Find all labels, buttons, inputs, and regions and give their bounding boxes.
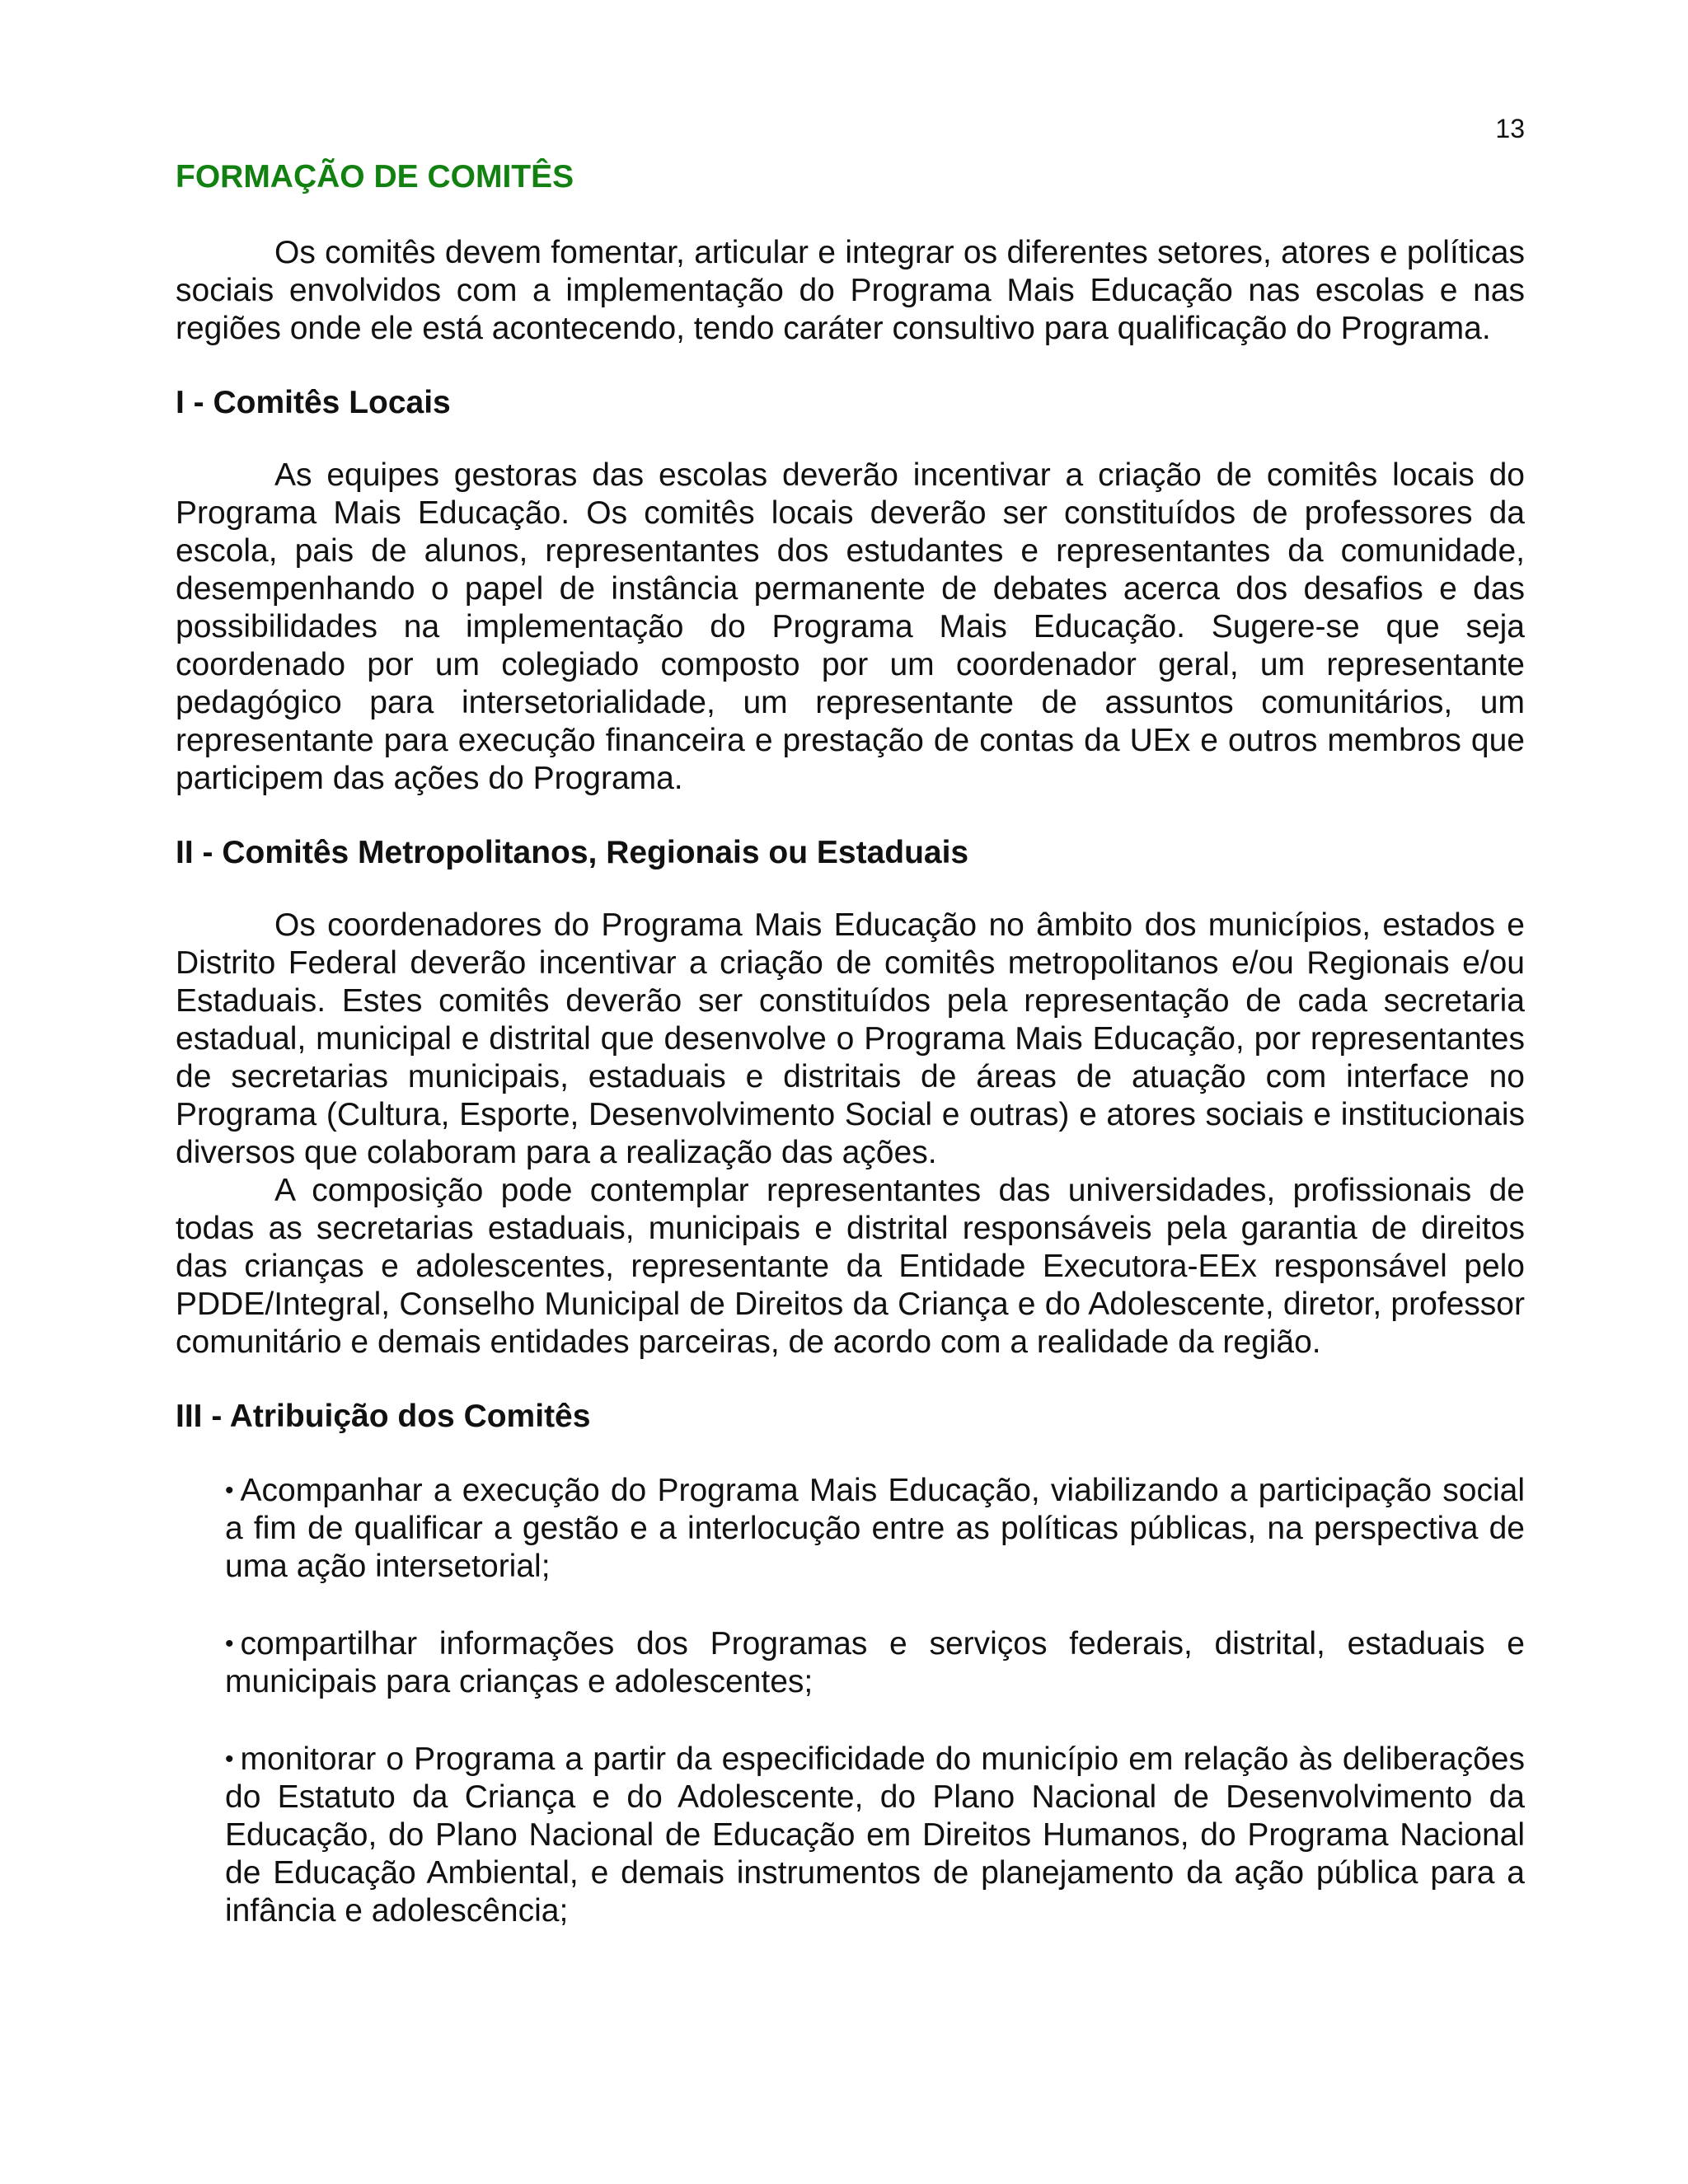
- local-committees-paragraph: As equipes gestoras das escolas deverão incentivar a criação de comitês locais do Programa Mais Educação. Os comitês locais deverão ser constituídos de professores da escola, pais de alunos, representantes dos estudantes e representantes da comunidade, desempenhando o papel de instância permanente de debates acerca dos desafios e das possibilidades na implementação do Programa Mais Educação. Sugere-se que seja coordenado por um colegiado composto por um coordenador geral, um representante pedagógico para intersetorialidade, um representante de assuntos comunitários, um representante para execução financeira e prestação de contas da UEx e outros membros que participem das ações do Programa.: [176, 457, 1525, 796]
- section-heading-local: I - Comitês Locais: [176, 385, 451, 420]
- bullet-icon: •: [225, 1477, 234, 1504]
- section-heading-attributions: III - Atribuição dos Comitês: [176, 1399, 591, 1434]
- intro-paragraph: Os comitês devem fomentar, articular e integrar os diferentes setores, atores e políticas sociais envolvidos com a implementação do Programa Mais Educação nas escolas e nas regiões onde ele está acontecendo, tendo caráter consultivo para qualificação do Programa.: [176, 235, 1525, 346]
- list-item-text: compartilhar informações dos Programas e serviços federais, distrital, estaduais e municipais para crianças e adolescentes;: [225, 1626, 1525, 1699]
- document-title: FORMAÇÃO DE COMITÊS: [176, 159, 574, 194]
- list-item: [225, 1625, 1525, 1701]
- list-item: [225, 1741, 1525, 1930]
- bullet-icon: •: [225, 1630, 234, 1657]
- list-item: [225, 1472, 1525, 1586]
- attributions-list: [225, 1472, 1525, 1930]
- list-item-text: monitorar o Programa a partir da especificidade do município em relação às deliberações do Estatuto da Criança e do Adolescente, do Plano Nacional de Desenvolvimento da Educação, do Plano Nacional de Educação em Direitos Humanos, do Programa Nacional de Educação Ambiental, e demais instrumentos de planejamento da ação pública para a infância e adolescência;: [225, 1741, 1525, 1929]
- metropolitan-paragraph-1: Os coordenadores do Programa Mais Educação no âmbito dos municípios, estados e Distrito Federal deverão incentivar a criação de comitês metropolitanos e/ou Regionais e/ou Estaduais. Estes comitês deverão ser constituídos pela representação de cada secretaria estadual, municipal e distrital que desenvolve o Programa Mais Educação, por representantes de secretarias municipais, estaduais e distritais de áreas de atuação com interface no Programa (Cultura, Esporte, Desenvolvimento Social e outras) e atores sociais e institucionais diversos que colaboram para a realização das ações.: [176, 907, 1525, 1170]
- metropolitan-paragraph-2: A composição pode contemplar representantes das universidades, profissionais de todas as secretarias estaduais, municipais e distrital responsáveis pela garantia de direitos das crianças e adolescentes, representante da Entidade Executora-EEx responsável pelo PDDE/Integral, Conselho Municipal de Direitos da Criança e do Adolescente, diretor, professor comunitário e demais entidades parceiras, de acordo com a realidade da região.: [176, 1173, 1525, 1360]
- list-item-text: Acompanhar a execução do Programa Mais Educação, viabilizando a participação social a fim de qualificar a gestão e a interlocução entre as políticas públicas, na perspectiva de uma ação intersetorial;: [225, 1473, 1525, 1584]
- section-heading-metropolitan: II - Comitês Metropolitanos, Regionais ou Estaduais: [176, 835, 969, 870]
- page-number: 13: [1495, 114, 1525, 143]
- bullet-icon: •: [225, 1746, 234, 1773]
- document-content: [176, 157, 1525, 1970]
